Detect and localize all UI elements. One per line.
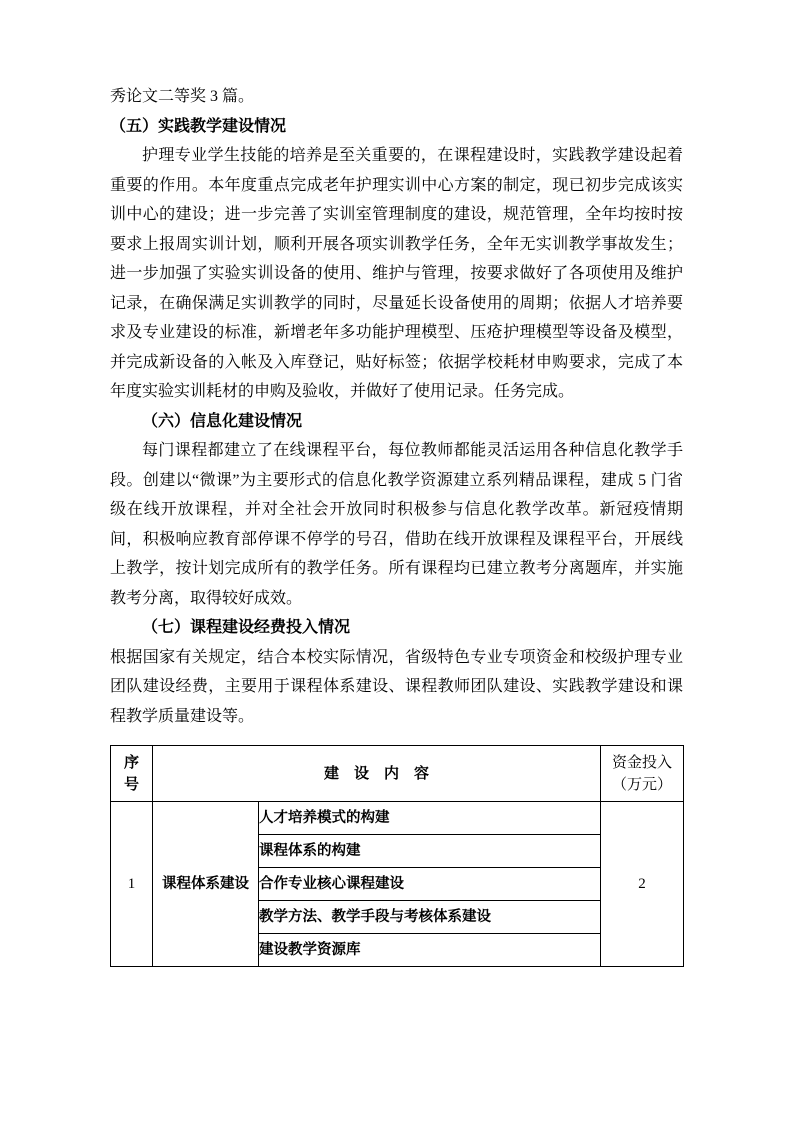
table-header-serial xyxy=(111,746,153,802)
table-cell-item: 人才培养模式的构建 xyxy=(259,802,601,835)
table-cell-category: 课程体系建设 xyxy=(153,802,259,967)
table-cell-item: 合作专业核心课程建设 xyxy=(259,868,601,901)
budget-table xyxy=(110,745,684,967)
section-paragraph-funding: 根据国家有关规定，结合本校实际情况，省级特色专业专项资金和校级护理专业团队建设经费，主要用于课程体系建设、课程教师团队建设、实践教学建设和课程教学质量建设等。 xyxy=(110,648,683,725)
table-cell-serial: 1 xyxy=(111,802,153,967)
section-paragraph-informatization: 每门课程都建立了在线课程平台，每位教师都能灵活运用各种信息化教学手段。创建以“微课”为主要形式的信息化教学资源建立系列精品课程，建成 5 门省级在线开放课程，并对全社会开放同时积极参与信息化教学改革。新冠疫情期间，积极响应教育部停课不停学的号召，借助在线开放课程及课程平台，开展线上教学，按计划完成所有的教学任务。所有课程均已建立教考分离题库，并实施教考分离，取得较好成效。 xyxy=(110,442,683,607)
table-header-fund xyxy=(601,746,684,802)
table-header-row xyxy=(111,746,684,802)
table-header-serial-line1: 序 xyxy=(123,754,139,771)
section-heading-practice-teaching: （五）实践教学建设情况 xyxy=(110,117,287,135)
section-paragraph-practice-teaching: 护理专业学生技能的培养是至关重要的，在课程建设时，实践教学建设起着重要的作用。本年度重点完成老年护理实训中心方案的制定，现已初步完成该实训中心的建设；进一步完善了实训室管理制度的建设，规范管理，全年均按时按要求上报周实训计划，顺利开展各项实训教学任务，全年无实训教学事故发生；进一步加强了实验实训设备的使用、维护与管理，按要求做好了各项使用及维护记录，在确保满足实训教学的同时，尽量延长设备使用的周期；依据人才培养要求及专业建设的标准，新增老年多功能护理模型、压疮护理模型等设备及模型，并完成新设备的入帐及入库登记，贴好标签；依据学校耗材申购要求，完成了本年度实验实训耗材的申购及验收，并做好了使用记录。任务完成。 xyxy=(110,147,683,400)
table-cell-item: 教学方法、教学手段与考核体系建设 xyxy=(259,901,601,934)
table-header-content: 建 设 内 容 xyxy=(153,746,601,802)
table-header-serial-line2: 号 xyxy=(123,776,139,793)
table-cell-item: 课程体系的构建 xyxy=(259,835,601,868)
table-cell-item: 建设教学资源库 xyxy=(259,934,601,967)
document-content xyxy=(110,82,683,967)
continuation-line: 秀论文二等奖 3 篇。 xyxy=(110,88,255,105)
section-heading-informatization: （六）信息化建设情况 xyxy=(142,412,303,430)
table-row xyxy=(111,802,684,835)
table-header-fund-line2: （万元） xyxy=(612,776,673,793)
table-header-fund-line1: 资金投入 xyxy=(612,754,673,771)
section-heading-funding: （七）课程建设经费投入情况 xyxy=(142,619,351,636)
table-cell-fund: 2 xyxy=(601,802,684,967)
